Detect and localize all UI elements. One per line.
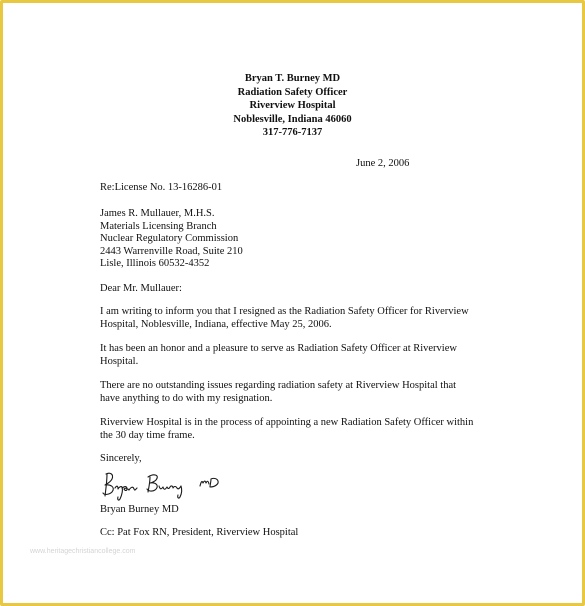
sender-phone: 317-776-7137 <box>262 127 323 138</box>
paragraph-line: have anything to do with my resignation. <box>100 392 273 404</box>
watermark-text: www.heritagechristiancollege.com <box>30 548 136 555</box>
paragraph-line: There are no outstanding issues regarding radiation safety at Riverview Hospital that <box>100 380 457 391</box>
reference-line <box>100 182 500 195</box>
sender-organization: Riverview Hospital <box>249 100 336 111</box>
salutation-text: Dear Mr. Mullauer: <box>100 283 182 294</box>
paragraph-line: I am writing to inform you that I resigned as the Radiation Safety Officer for Riverview <box>100 306 469 317</box>
cc-text: Cc: Pat Fox RN, President, Riverview Hospital <box>100 527 299 538</box>
paragraph-line: It has been an honor and a pleasure to serve as Radiation Safety Officer at Riverview <box>100 343 457 354</box>
signature-icon <box>100 466 230 502</box>
paragraph-line: Riverview Hospital is in the process of appointing a new Radiation Safety Officer within <box>100 417 474 428</box>
paragraph-line: the 30 day time frame. <box>100 429 195 441</box>
letterhead <box>0 72 585 140</box>
cc-block <box>100 527 500 540</box>
reference-text: Re:License No. 13-16286-01 <box>100 182 223 193</box>
body-paragraph <box>100 343 500 368</box>
recipient-name: James R. Mullauer, M.H.S. <box>100 208 215 219</box>
paragraph-line: Hospital, Noblesville, Indiana, effective May 25, 2006. <box>100 318 332 330</box>
body-paragraph <box>100 306 500 331</box>
signer-block <box>100 504 500 517</box>
recipient-city-state-zip: Lisle, Illinois 60532-4352 <box>100 258 210 270</box>
sender-name: Bryan T. Burney MD <box>244 73 341 84</box>
closing-text: Sincerely, <box>100 453 142 464</box>
closing <box>100 453 500 466</box>
body-paragraph <box>100 417 500 442</box>
salutation <box>100 283 500 296</box>
recipient-address <box>100 208 500 271</box>
recipient-street: 2443 Warrenville Road, Suite 210 <box>100 245 243 257</box>
body-paragraph <box>100 380 500 405</box>
paragraph-line: Hospital. <box>100 355 139 367</box>
recipient-branch: Materials Licensing Branch <box>100 220 217 232</box>
letter-date: June 2, 2006 <box>356 158 410 169</box>
recipient-agency: Nuclear Regulatory Commission <box>100 233 239 245</box>
sender-title: Radiation Safety Officer <box>237 86 348 98</box>
sender-city-state-zip: Noblesville, Indiana 46060 <box>233 113 352 125</box>
signer-name: Bryan Burney MD <box>100 504 179 515</box>
